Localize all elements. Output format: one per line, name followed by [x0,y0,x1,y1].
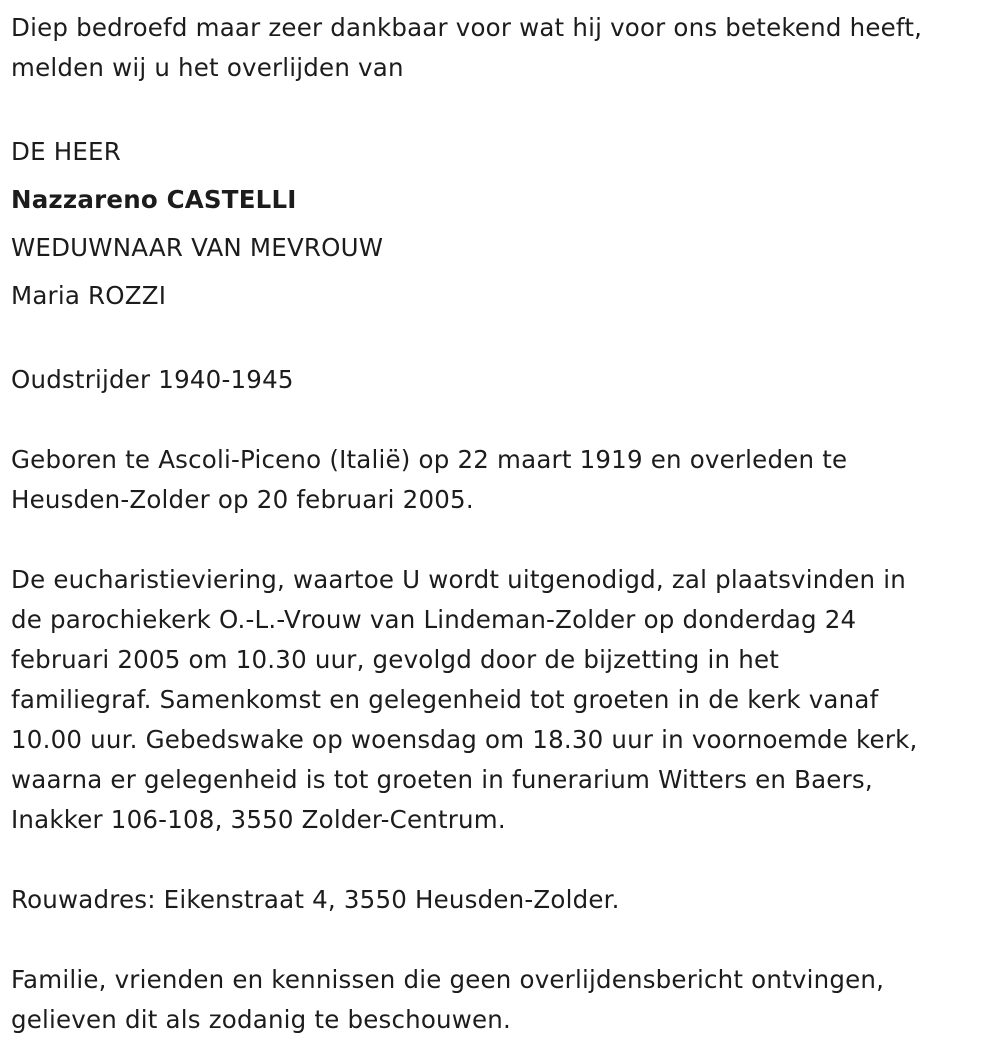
deceased-name: Nazzareno CASTELLI [11,185,297,214]
ceremony-line: familiegraf. Samenkomst en gelegenheid tot groeten in de kerk vanaf [11,685,879,714]
ceremony-paragraph [11,560,996,840]
ceremony-line: De eucharistieviering, waartoe U wordt uitgenodigd, zal plaatsvinden in [11,565,906,594]
birth-death-line: Heusden-Zolder op 20 februari 2005. [11,485,474,514]
veteran-line: Oudstrijder 1940-1945 [11,365,294,394]
closing-paragraph [11,960,996,1040]
intro-paragraph [11,8,996,88]
ceremony-line: de parochiekerk O.-L.-Vrouw van Lindeman-Zolder op donderdag 24 [11,605,857,634]
closing-line: gelieven dit als zodanig te beschouwen. [11,1005,512,1034]
mourning-address: Rouwadres: Eikenstraat 4, 3550 Heusden-Zolder. [11,885,620,914]
spacer [11,88,996,128]
widower-label: WEDUWNAAR VAN MEVROUW [11,233,384,262]
intro-line: Diep bedroefd maar zeer dankbaar voor wat hij voor ons betekend heeft, [11,13,923,42]
ceremony-line: 10.00 uur. Gebedswake op woensdag om 18.30 uur in voornoemde kerk, [11,725,918,754]
spacer [11,920,996,960]
birth-death-line: Geboren te Ascoli-Piceno (Italië) op 22 maart 1919 en overleden te [11,445,848,474]
ceremony-line: Inakker 106-108, 3550 Zolder-Centrum. [11,805,506,834]
closing-line: Familie, vrienden en kennissen die geen overlijdensbericht ontvingen, [11,965,885,994]
intro-line: melden wij u het overlijden van [11,53,404,82]
spouse-name: Maria ROZZI [11,281,167,310]
honorific-title: DE HEER [11,137,121,166]
birth-death-paragraph [11,440,996,520]
spacer [11,320,996,360]
ceremony-line: waarna er gelegenheid is tot groeten in funerarium Witters en Baers, [11,765,873,794]
spacer [11,520,996,560]
spacer [11,840,996,880]
ceremony-line: februari 2005 om 10.30 uur, gevolgd door de bijzetting in het [11,645,780,674]
death-notice [11,8,996,1040]
spacer [11,400,996,440]
